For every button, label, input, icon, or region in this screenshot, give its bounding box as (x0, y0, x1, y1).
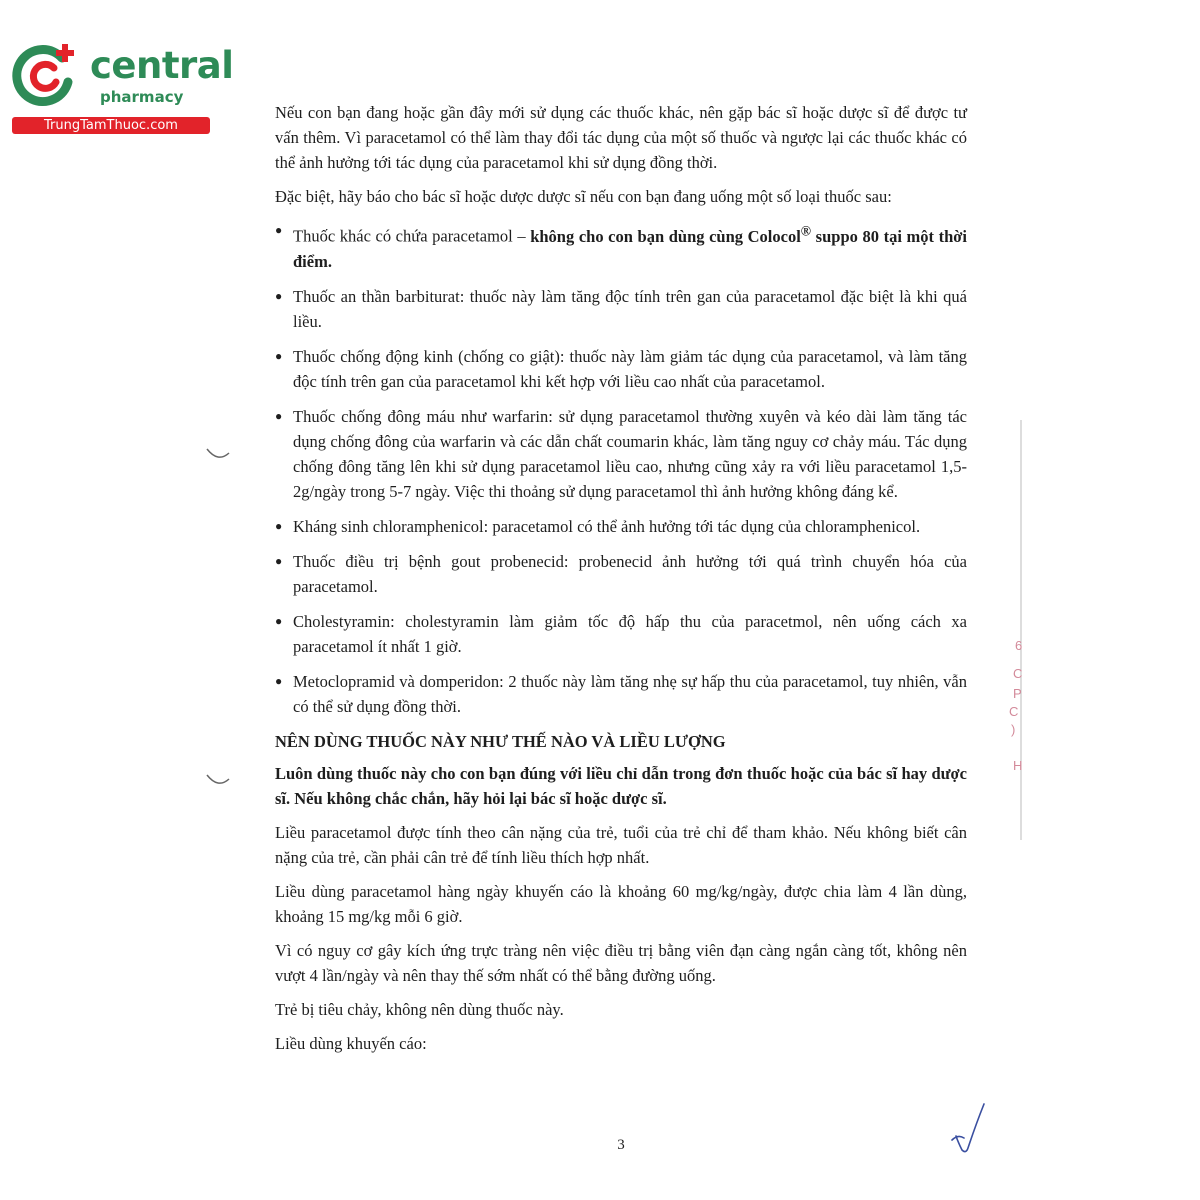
list-item (275, 404, 967, 504)
bullet-icon: ● (275, 223, 283, 237)
edge-mark: 6 (1015, 638, 1023, 653)
dosage-paragraph-2: Liều dùng paracetamol hàng ngày khuyến cáo là khoảng 60 mg/kg/ngày, được chia làm 4 lần dùng, khoảng 15 mg/kg mỗi 6 giờ. (275, 881, 967, 926)
document-page (275, 100, 967, 1065)
dosage-paragraph-3: Vì có nguy cơ gây kích ứng trực tràng nên việc điều trị bằng viên đạn càng ngắn càng tốt, không nên vượt 4 lần/ngày và nên thay thế sớm nhất có thể bằng đường uống. (275, 940, 967, 985)
section-heading: NÊN DÙNG THUỐC NÀY NHƯ THẾ NÀO VÀ LIỀU LƯỢNG (275, 731, 726, 751)
registered-mark: ® (800, 223, 812, 238)
edge-mark: C (1013, 666, 1023, 681)
pharmacy-logo-icon (10, 38, 82, 110)
list-item-bold-text: không cho con bạn dùng cùng Colocol (530, 226, 801, 246)
logo-brand-name: central (90, 44, 234, 87)
edge-mark: P (1013, 686, 1022, 701)
edge-mark: H (1013, 758, 1023, 773)
bullet-icon: ● (275, 348, 283, 363)
dosage-paragraph-4: Trẻ bị tiêu chảy, không nên dùng thuốc này. (275, 999, 564, 1019)
section-lead: Luôn dùng thuốc này cho con bạn đúng với liều chỉ dẫn trong đơn thuốc hoặc của bác sĩ hay dược sĩ. Nếu không chắc chắn, hãy hỏi lại bác sĩ hoặc dược sĩ. (275, 763, 967, 808)
bullet-icon: ● (275, 408, 283, 423)
list-item-bold-text: suppo 80 tại một thời điểm. (293, 226, 967, 271)
list-item (275, 669, 967, 719)
dosage-paragraph-1: Liều paracetamol được tính theo cân nặng của trẻ, tuổi của trẻ chỉ để tham khảo. Nếu không biết cân nặng của trẻ, cần phải cân trẻ để tính liều thích hợp nhất. (275, 822, 967, 867)
central-pharmacy-logo (10, 38, 234, 138)
list-item (275, 344, 967, 394)
punch-hole-mark-icon (205, 773, 231, 787)
edge-line-icon (1019, 420, 1023, 840)
edge-bleed-marks (1005, 420, 1035, 840)
drug-interaction-list (275, 218, 967, 719)
list-item-text: Thuốc điều trị bệnh gout probenecid: probenecid ảnh hưởng tới quá trình chuyển hóa của paracetamol. (293, 551, 967, 596)
list-item (275, 218, 967, 274)
intro-paragraph-2: Đặc biệt, hãy báo cho bác sĩ hoặc dược dược sĩ nếu con bạn đang uống một số loại thuốc sau: (275, 187, 892, 206)
list-item-text: Thuốc an thần barbiturat: thuốc này làm tăng độc tính trên gan của paracetamol đặc biệt là khi quá liều. (293, 286, 967, 331)
list-item-text: Metoclopramid và domperidon: 2 thuốc này làm tăng nhẹ sự hấp thu của paracetamol, tuy nhiên, vẫn có thể sử dụng đồng thời. (293, 671, 967, 716)
bullet-icon: ● (275, 613, 283, 628)
punch-hole-mark-icon (205, 447, 231, 461)
intro-paragraph-1: Nếu con bạn đang hoặc gần đây mới sử dụng các thuốc khác, nên gặp bác sĩ hoặc dược sĩ để được tư vấn thêm. Vì paracetamol có thể làm thay đổi tác dụng của một số thuốc và ngược lại các thuốc khác có thể ảnh hưởng tới tác dụng của paracetamol khi sử dụng đồng thời. (275, 103, 967, 172)
bullet-icon: ● (275, 288, 283, 303)
list-item (275, 549, 967, 599)
logo-website-url: TrungTamThuoc.com (12, 117, 210, 134)
list-item-text: Kháng sinh chloramphenicol: paracetamol có thể ảnh hưởng tới tác dụng của chloramphenicol. (293, 516, 921, 536)
list-item-text: Thuốc chống động kinh (chống co giật): thuốc này làm giảm tác dụng của paracetamol, và làm tăng độc tính trên gan của paracetamol khi kết hợp với liều cao nhất của paracetamol. (293, 346, 967, 391)
edge-mark: C (1009, 704, 1019, 719)
list-item-text: Cholestyramin: cholestyramin làm giảm tốc độ hấp thu của paracetmol, nên uống cách xa paracetamol ít nhất 1 giờ. (293, 611, 967, 656)
signature-icon (940, 1100, 1000, 1160)
page-number: 3 (617, 1137, 625, 1153)
list-item (275, 609, 967, 659)
edge-mark: ) (1011, 722, 1016, 737)
bullet-icon: ● (275, 673, 283, 688)
list-item (275, 284, 967, 334)
bullet-icon: ● (275, 553, 283, 568)
list-item-text: Thuốc khác có chứa paracetamol – (293, 226, 531, 246)
list-item-text: Thuốc chống đông máu như warfarin: sử dụng paracetamol thường xuyên và kéo dài làm tăng tác dụng chống đông của warfarin và các dẫn chất coumarin khác, làm tăng nguy cơ chảy máu. Tác dụng chống đông tăng lên khi sử dụng paracetamol liều cao, nhưng cũng xảy ra với liều paracetamol 1,5-2g/ngày trong 5-7 ngày. Việc thi thoảng sử dụng paracetamol thì ảnh hưởng không đáng kể. (293, 406, 967, 501)
bullet-icon: ● (275, 518, 283, 533)
logo-brand-subtitle: pharmacy (100, 88, 184, 106)
dosage-paragraph-5: Liều dùng khuyến cáo: (275, 1033, 427, 1053)
list-item (275, 514, 967, 539)
